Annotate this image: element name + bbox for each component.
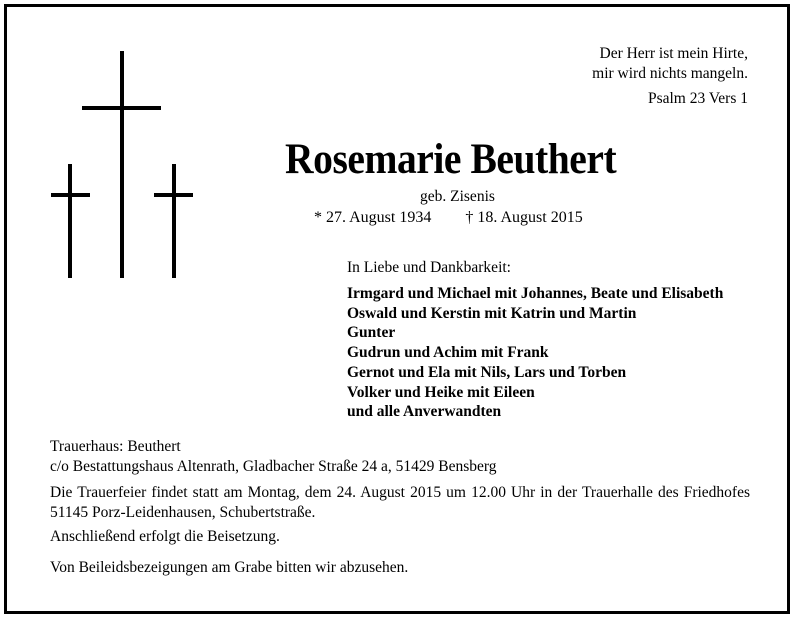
birth-date: * 27. August 1934 bbox=[314, 209, 432, 226]
condolence-note: Von Beileidsbezeigungen am Grabe bitten wir abzusehen. bbox=[50, 559, 409, 576]
psalm-line-1: Der Herr ist mein Hirte, bbox=[599, 45, 748, 62]
mourners-intro: In Liebe und Dankbarkeit: bbox=[347, 259, 511, 276]
life-dates bbox=[314, 209, 583, 227]
psalm-line-2: mir wird nichts mangeln. bbox=[592, 65, 748, 82]
burial-info: Anschließend erfolgt die Beisetzung. bbox=[50, 528, 280, 545]
psalm-reference: Psalm 23 Vers 1 bbox=[647, 90, 748, 107]
mourning-house bbox=[50, 437, 750, 476]
mourner-line: und alle Anverwandten bbox=[347, 403, 502, 421]
deceased-name: Rosemarie Beuthert bbox=[285, 136, 617, 183]
mourner-line: Gernot und Ela mit Nils, Lars und Torben bbox=[347, 363, 627, 381]
born-name: geb. Zisenis bbox=[420, 188, 495, 205]
mourner-line: Irmgard und Michael mit Johannes, Beate und Elisabeth bbox=[347, 285, 724, 302]
psalm-quote bbox=[592, 44, 748, 109]
mourner-line: Oswald und Kerstin mit Katrin und Martin bbox=[347, 304, 637, 322]
mourner-line: Volker und Heike mit Eileen bbox=[347, 383, 535, 401]
mourning-house-line: Trauerhaus: Beuthert bbox=[50, 438, 181, 455]
ceremony-info: Die Trauerfeier findet statt am Montag, dem 24. August 2015 um 12.00 Uhr in der Trauerhalle des Friedhofes 51145 Porz-Leidenhausen, Schubertstraße. bbox=[50, 484, 750, 521]
death-date: † 18. August 2015 bbox=[465, 209, 583, 226]
mourner-line: Gudrun und Achim mit Frank bbox=[347, 344, 549, 362]
mourners-list bbox=[347, 284, 723, 422]
mourner-line: Gunter bbox=[347, 324, 396, 342]
mourning-house-address: c/o Bestattungshaus Altenrath, Gladbacher Straße 24 a, 51429 Bensberg bbox=[50, 457, 497, 475]
